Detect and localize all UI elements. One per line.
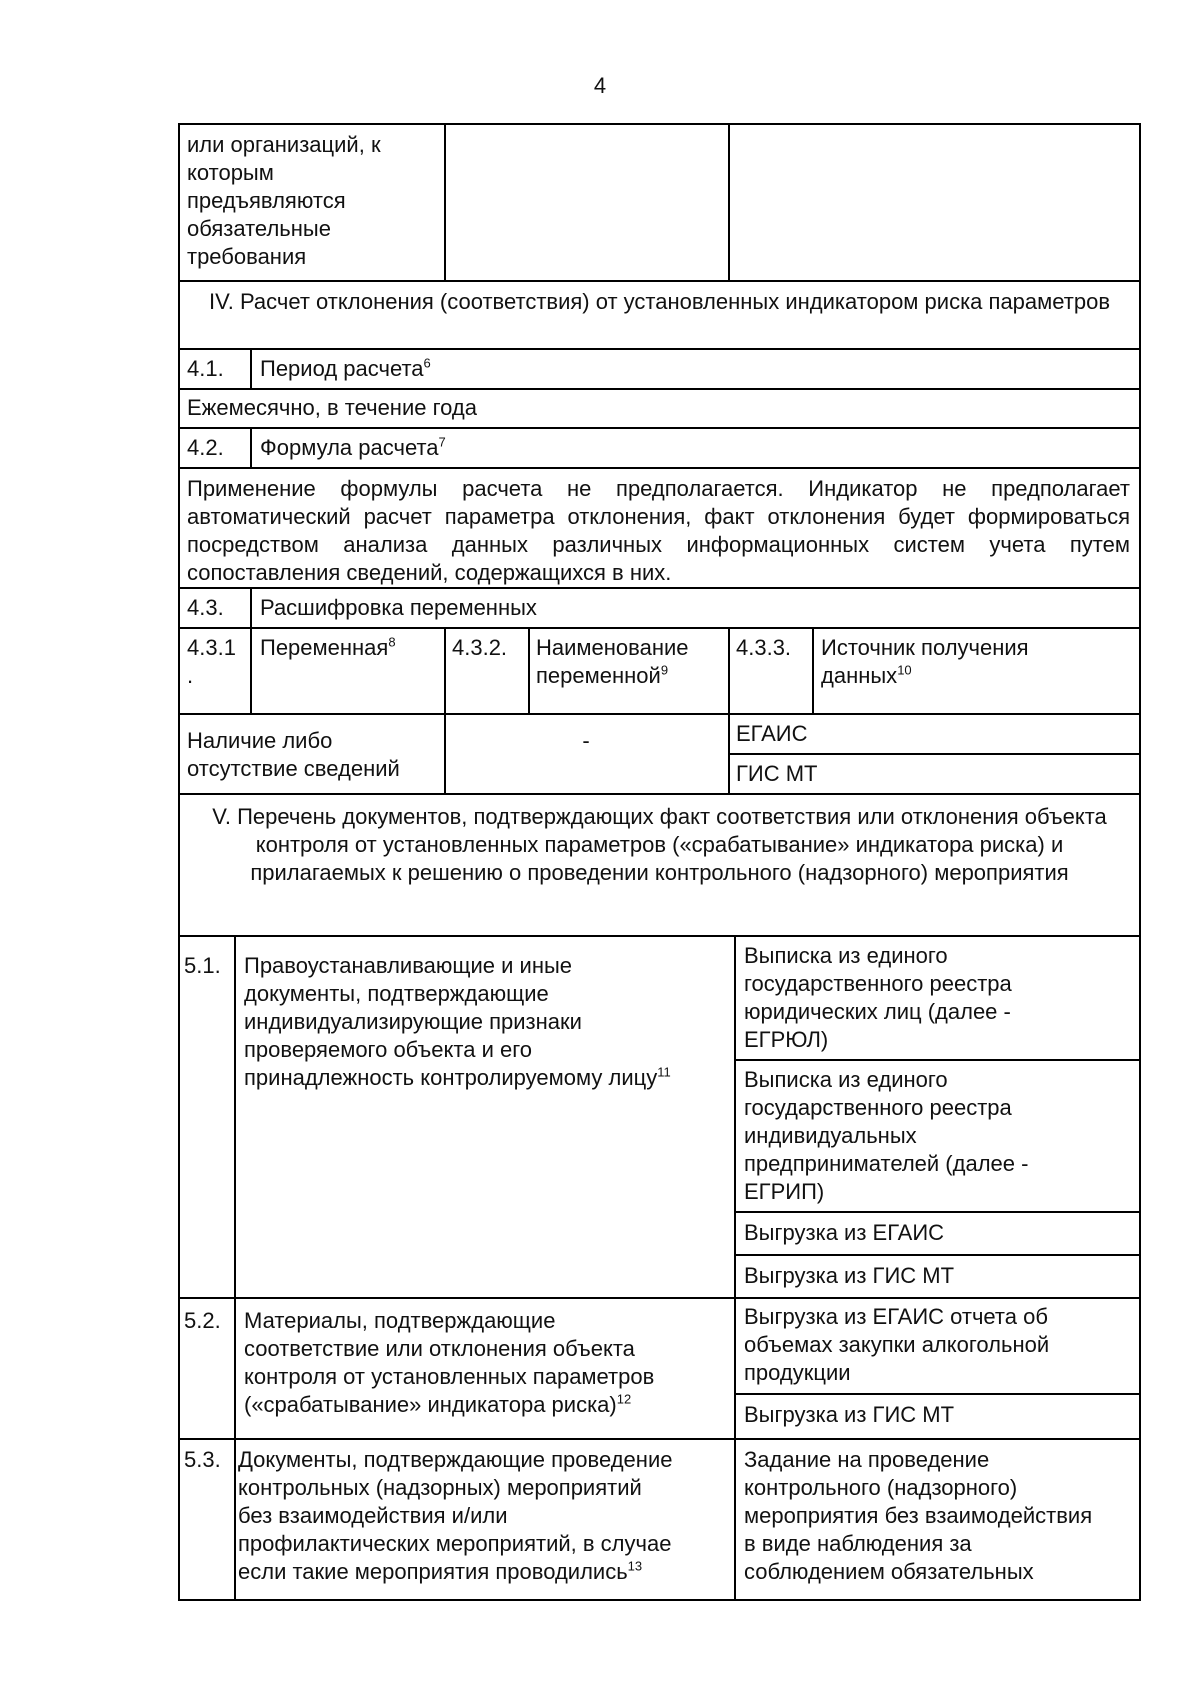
row-5-2-text: Материалы, подтверждающие соответствие или отклонения объекта контроля от установленных параметров («срабатывание» индикатора риска)$^{12}$ [244,1308,655,1417]
row-5-3-number: 5.3. [184,1447,221,1472]
divider [734,1059,1141,1061]
row-5-3-text: Документы, подтверждающие проведение контрольных (надзорных) мероприятий без взаимодействия и/или профилактических мероприятий, в случае если такие мероприятия проводились$^{13}$ [238,1447,673,1584]
row-5-1-text: Правоустанавливающие и иные документы, подтверждающие индивидуализирующие признаки проверяемого объекта и его принадлежность контролируемому лицу$^{11}$ [244,953,671,1090]
divider [250,348,252,388]
divider [178,1438,1141,1440]
divider [734,1393,1141,1395]
divider [250,587,252,627]
row-4-3-label: Расшифровка переменных [260,595,537,620]
row-4-1-label: Период расчета$^6$ [260,355,431,381]
divider [234,935,236,1601]
divider [178,1297,1141,1299]
divider [444,627,446,713]
row-4-2-label: Формула расчета$^7$ [260,434,446,460]
divider [250,427,252,467]
divider [734,1211,1141,1213]
row-4-3-3-number: 4.3.3. [736,635,792,660]
divider [734,1254,1141,1256]
row-5-1-number: 5.1. [184,953,221,978]
divider [178,427,1141,429]
divider [178,627,1141,629]
row-5-2-doc-egais-report: Выгрузка из ЕГАИС отчета об объемах закупки алкогольной продукции [744,1304,1050,1385]
row-5-2-number: 5.2. [184,1308,221,1333]
top-row-text: или организаций, к которым предъявляются обязательные требования [187,132,381,269]
divider [728,123,730,280]
divider [178,793,1141,795]
source-egais: ЕГАИС [736,721,808,746]
row-4-1-value: Ежемесячно, в течение года [187,395,477,420]
section-5-heading: V. Перечень документов, подтверждающих факт соответствия или отклонения объекта контроля от установленных параметров («срабатывание» индикатора риска) и прилагаемых к решению о проведении контрольного (надзорного) мероприятия [212,804,1107,885]
divider [178,280,1141,282]
divider [250,627,252,713]
divider [728,627,730,713]
section-4-heading: IV. Расчет отклонения (соответствия) от установленных индикатором риска параметров [208,289,1111,314]
divider [178,587,1141,589]
row-4-3-number: 4.3. [187,595,224,620]
divider [444,123,446,280]
row-4-1-number: 4.1. [187,356,224,381]
divider [178,713,1141,715]
row-4-2-number: 4.2. [187,435,224,460]
source-gis-mt: ГИС МТ [736,761,818,786]
row-5-1-doc-egrip: Выписка из единого государственного реестра индивидуальных предпринимателей (далее - ЕГРИП) [744,1067,1029,1204]
divider [812,627,814,713]
row-4-3-3-label: Источник получения данных$^{10}$ [821,635,1029,688]
row-4-3-1-number: 4.3.1 . [187,635,236,688]
page-number: 4 [593,73,607,98]
variable-dash: - [582,728,590,753]
variable-name: Наличие либо отсутствие сведений [187,728,400,781]
row-4-3-2-number: 4.3.2. [452,635,508,660]
divider [734,935,736,1601]
divider [178,348,1141,350]
row-5-1-doc-egrul: Выписка из единого государственного реестра юридических лиц (далее - ЕГРЮЛ) [744,943,1012,1052]
divider [178,935,1141,937]
row-4-2-value: Применение формулы расчета не предполагается. Индикатор не предполагает автоматический расчет параметра отклонения, факт отклонения будет формироваться посредством анализа данных различных информационных систем учета путем сопоставления сведений, содержащихся в них. [187,476,1130,585]
document-table [178,123,1141,1601]
divider [728,753,1141,755]
divider [178,388,1141,390]
divider [178,467,1141,469]
row-5-1-doc-egais: Выгрузка из ЕГАИС [744,1220,945,1245]
row-4-3-2-label: Наименование переменной$^9$ [536,635,689,688]
row-5-2-doc-gis-mt: Выгрузка из ГИС МТ [744,1402,955,1427]
divider [528,627,530,713]
row-4-3-1-label: Переменная$^8$ [260,634,396,660]
row-5-1-doc-gis-mt: Выгрузка из ГИС МТ [744,1263,955,1288]
row-5-3-doc-task: Задание на проведение контрольного (надзорного) мероприятия без взаимодействия в виде наблюдения за соблюдением обязательных [744,1447,1093,1584]
